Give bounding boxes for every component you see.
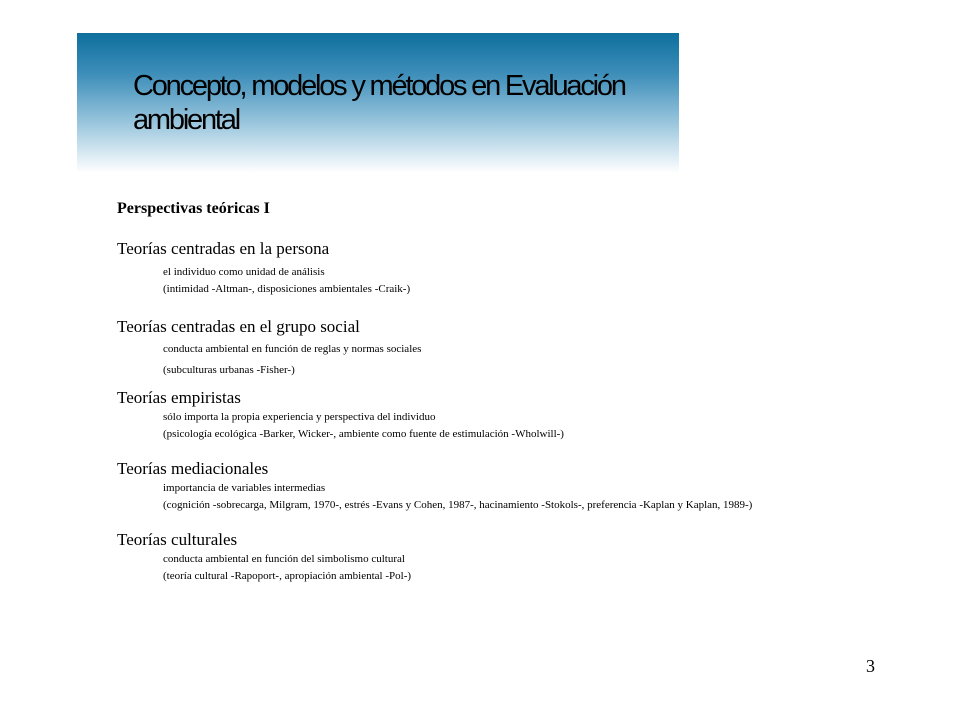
theory-detail: (subculturas urbanas -Fisher-) <box>163 364 295 376</box>
theory-detail: importancia de variables intermedias <box>163 482 326 494</box>
theory-title: Teorías mediacionales <box>117 459 269 478</box>
theory-detail: conducta ambiental en función de reglas y normas sociales <box>163 343 422 355</box>
theory-detail: (psicología ecológica -Barker, Wicker-, ambiente como fuente de estimulación -Wholwill-) <box>163 428 564 440</box>
theory-title: Teorías centradas en el grupo social <box>117 317 360 336</box>
theory-detail: (cognición -sobrecarga, Milgram, 1970-, estrés -Evans y Cohen, 1987-, hacinamiento -Stokols-, preferencia -Kaplan y Kaplan, 1989-) <box>163 499 753 511</box>
theory-title: Teorías culturales <box>117 530 238 549</box>
title-banner <box>77 33 679 173</box>
theory-detail: (intimidad -Altman-, disposiciones ambientales -Craik-) <box>163 283 411 295</box>
theory-title: Teorías empiristas <box>117 388 241 407</box>
theory-detail: el individuo como unidad de análisis <box>163 266 325 278</box>
theory-grupo-social <box>117 316 917 379</box>
theory-culturales <box>117 529 917 585</box>
theory-persona <box>117 238 917 298</box>
theory-detail: sólo importa la propia experiencia y perspectiva del individuo <box>163 411 436 423</box>
slide-title: Concepto, modelos y métodos en Evaluación ambiental <box>133 70 625 136</box>
theory-detail: conducta ambiental en función del simbolismo cultural <box>163 553 405 565</box>
theory-mediacionales <box>117 458 917 514</box>
theory-detail: (teoría cultural -Rapoport-, apropiación ambiental -Pol-) <box>163 570 412 582</box>
theory-title: Teorías centradas en la persona <box>117 239 330 258</box>
slide-subtitle: Perspectivas teóricas I <box>117 200 270 217</box>
page-number: 3 <box>866 656 875 676</box>
slide-content <box>117 198 917 585</box>
theory-empiristas <box>117 387 917 443</box>
